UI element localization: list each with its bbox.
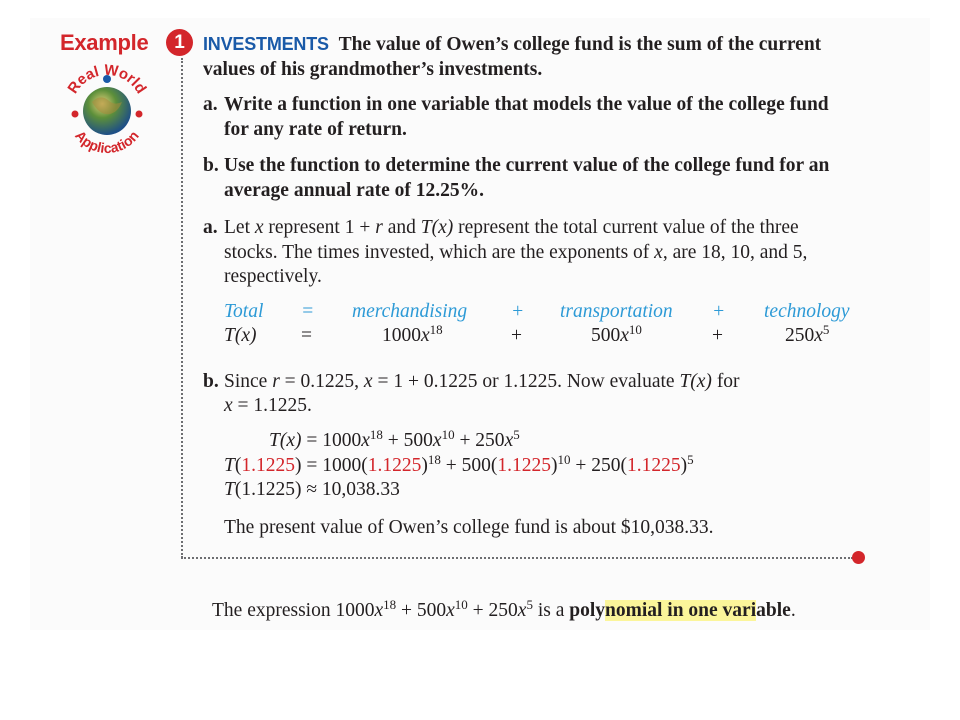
answer-a-line-2: stocks. The times invested, which are the exponents of x, are 18, 10, and 5, [224,242,808,263]
model-header-plus-1: + [511,301,525,322]
question-b-label: b. [203,155,219,176]
answer-a-label: a. [203,217,218,238]
evaluation-step-3: T(1.1225) ≈ 10,038.33 [224,479,400,500]
intro-keyword: INVESTMENTS [203,34,329,54]
example-number-badge: 1 [166,29,193,56]
real-world-application-globe-icon [60,62,154,158]
model-header-technology: technology [764,301,850,322]
model-header-transportation: transportation [560,301,673,322]
example-end-marker [852,551,865,564]
intro-text-1: The value of Owen’s college fund is the sum of the current [338,34,822,55]
polynomial-definition: The expression $1000x^{18} + 500x^{10} + 250x^5$ is a polynomial in one variable. [212,597,796,621]
answer-a-line-3: respectively. [224,266,322,287]
model-term-transportation: $500x^{10}$ [591,322,642,346]
question-a-label: a. [203,94,218,115]
vocabulary-term-polynomial: polynomial in one variable [569,600,791,621]
answer-a-line-1: Let x represent 1 + r and T(x) represent the total current value of the three [224,217,799,238]
example-left-rule [181,58,183,558]
model-header-total: Total [224,301,264,322]
model-header-equals: = [301,301,315,322]
model-header-plus-2: + [712,301,726,322]
answer-b-label: b. [203,371,219,392]
badge-bottom-text: Application [72,127,142,157]
answer-b-line-1: Since r = 0.1225, x = 1 + 0.1225 or 1.1225. Now evaluate T(x) for [224,371,740,392]
evaluation-step-2: $T(1.1225) = 1000(1.1225)^{18} + 500(1.1225)^{10} + 250(1.1225)^5$ [224,452,694,476]
answer-b-line-2: x = 1.1225. [224,395,312,416]
intro-line-2: values of his grandmother’s investments. [203,59,543,80]
question-b-line-1: Use the function to determine the current value of the college fund for an [224,155,830,176]
question-a-line-2: for any rate of return. [224,119,407,140]
model-plus-1: + [511,325,522,346]
model-term-merchandising: $1000x^{18}$ [382,322,443,346]
question-b-line-2: average annual rate of 12.25%. [224,180,484,201]
model-equals: = [301,325,312,346]
evaluation-step-1: $T(x) = 1000x^{18} + 500x^{10} + 250x^5$ [269,427,520,451]
conclusion: The present value of Owen’s college fund is about $10,038.33. [224,517,714,538]
badge-top-text: Real World [64,62,150,97]
example-label: Example [60,30,149,55]
model-header-merchandising: merchandising [352,301,468,322]
model-term-technology: $250x^5$ [785,322,830,346]
example-bottom-rule [181,557,853,559]
intro-line-1 [203,32,821,57]
model-plus-2: + [712,325,723,346]
model-lhs: T(x) [224,325,257,346]
question-a-line-1: Write a function in one variable that models the value of the college fund [224,94,829,115]
